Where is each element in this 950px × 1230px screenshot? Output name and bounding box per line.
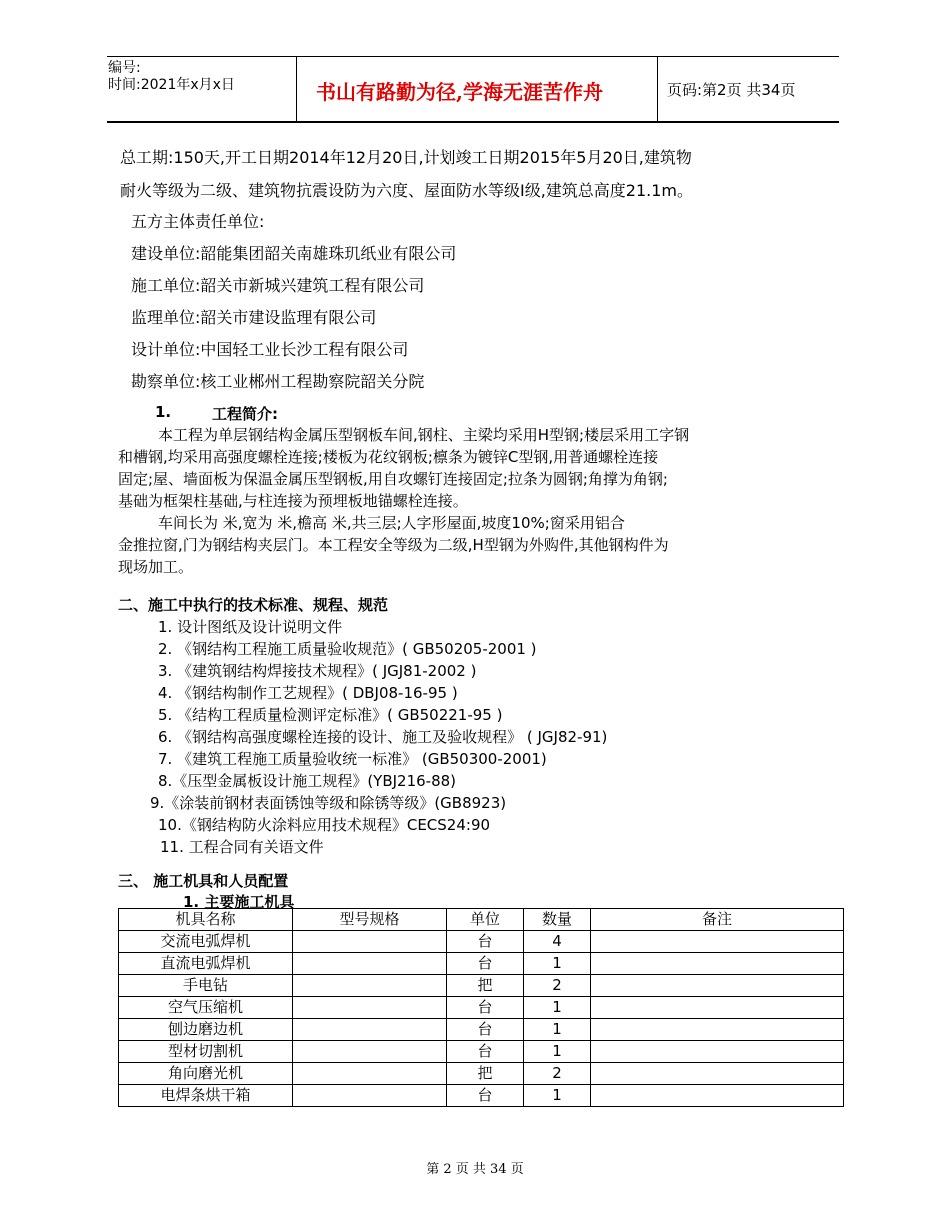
- table-row: [119, 997, 844, 1019]
- table-header-cell: 备注: [591, 909, 844, 931]
- standard-item: 3. 《建筑钢结构焊接技术规程》( JGJ81-2002 ): [158, 662, 477, 680]
- table-cell: [293, 1063, 447, 1085]
- table-cell: 角向磨光机: [119, 1063, 293, 1085]
- standard-item: 9.《涂装前钢材表面锈蚀等级和除锈等级》(GB8923): [150, 794, 507, 812]
- standard-item: 4. 《钢结构制作工艺规程》( DBJ08-16-95 ): [158, 684, 458, 702]
- table-cell: [591, 931, 844, 953]
- overview-line-1: 总工期:150天,开工日期2014年12月20日,计划竣工日期2015年5月20日,建筑物: [120, 148, 692, 167]
- table-cell: 1: [524, 1041, 591, 1063]
- table-cell: 把: [447, 975, 524, 997]
- standard-item: 2. 《钢结构工程施工质量验收规范》( GB50205-2001 ): [158, 640, 537, 658]
- intro-line-4: 基础为框架柱基础,与柱连接为预埋板地锚螺栓连接。: [118, 492, 468, 510]
- table-cell: 4: [524, 931, 591, 953]
- table-cell: 台: [447, 953, 524, 975]
- table-cell: [591, 1041, 844, 1063]
- table-cell: 1: [524, 1019, 591, 1041]
- party-surveyor: 勘察单位:核工业郴州工程勘察院韶关分院: [131, 372, 425, 391]
- table-cell: [293, 975, 447, 997]
- document-number-label: 编号:: [108, 60, 141, 76]
- table-row: [119, 1063, 844, 1085]
- intro2-line-2: 金推拉窗,门为钢结构夹层门。本工程安全等级为二级,H型钢为外购件,其他钢构件为: [118, 536, 669, 554]
- party-construction-owner: 建设单位:韶能集团韶关南雄珠玑纸业有限公司: [131, 244, 457, 263]
- table-cell: 台: [447, 1085, 524, 1107]
- table-header-cell: 型号规格: [293, 909, 447, 931]
- table-cell: 交流电弧焊机: [119, 931, 293, 953]
- table-cell: [591, 997, 844, 1019]
- table-cell: [293, 931, 447, 953]
- tools-table: [118, 908, 844, 1107]
- table-row: [119, 953, 844, 975]
- table-cell: 台: [447, 1019, 524, 1041]
- table-cell: 1: [524, 1085, 591, 1107]
- table-cell: 台: [447, 1041, 524, 1063]
- standard-item: 10.《钢结构防火涂料应用技术规程》CECS24:90: [158, 816, 491, 834]
- section3-subtitle: 1. 主要施工机具: [183, 893, 295, 911]
- section2-title: 二、施工中执行的技术标准、规程、规范: [118, 596, 389, 614]
- table-row: [119, 1019, 844, 1041]
- table-cell: 刨边磨边机: [119, 1019, 293, 1041]
- table-cell: 2: [524, 1063, 591, 1085]
- intro2-line-3: 现场加工。: [118, 558, 194, 576]
- table-row: [119, 931, 844, 953]
- table-header-cell: 数量: [524, 909, 591, 931]
- standard-item: 11. 工程合同有关语文件: [160, 838, 324, 856]
- header-divider-right: [657, 56, 658, 122]
- document-time-label: 时间:2021年x月x日: [108, 77, 235, 93]
- table-cell: [591, 1019, 844, 1041]
- table-cell: 手电钻: [119, 975, 293, 997]
- standard-item: 8.《压型金属板设计施工规程》(YBJ216-88): [158, 772, 457, 790]
- table-cell: 1: [524, 953, 591, 975]
- table-cell: [293, 1019, 447, 1041]
- header-motto: 书山有路勤为径,学海无涯苦作舟: [316, 80, 603, 104]
- party-supervisor: 监理单位:韶关市建设监理有限公司: [131, 308, 377, 327]
- table-header-row: [119, 909, 844, 931]
- standard-item: 1. 设计图纸及设计说明文件: [158, 618, 343, 636]
- table-row: [119, 1085, 844, 1107]
- header-page-number: 页码:第2页 共34页: [667, 81, 796, 99]
- table-cell: 把: [447, 1063, 524, 1085]
- table-cell: 1: [524, 997, 591, 1019]
- table-cell: 台: [447, 997, 524, 1019]
- table-header-cell: 单位: [447, 909, 524, 931]
- table-cell: [591, 1085, 844, 1107]
- header-top-rule: [107, 56, 839, 57]
- section1-title: 工程简介:: [212, 405, 278, 423]
- standard-item: 6. 《钢结构高强度螺栓连接的设计、施工及验收规程》 ( JGJ82-91): [158, 728, 608, 746]
- intro-line-3: 固定;屋、墙面板为保温金属压型钢板,用自攻螺钉连接固定;拉条为圆钢;角撑为角钢;: [118, 470, 668, 488]
- table-cell: [293, 997, 447, 1019]
- table-cell: [293, 1041, 447, 1063]
- table-row: [119, 975, 844, 997]
- table-cell: [293, 953, 447, 975]
- section1-number: 1.: [155, 403, 172, 421]
- parties-title: 五方主体责任单位:: [131, 212, 265, 231]
- table-row: [119, 1041, 844, 1063]
- table-cell: 台: [447, 931, 524, 953]
- party-designer: 设计单位:中国轻工业长沙工程有限公司: [131, 340, 409, 359]
- table-cell: 型材切割机: [119, 1041, 293, 1063]
- table-cell: [591, 953, 844, 975]
- table-cell: [591, 1063, 844, 1085]
- table-header-cell: 机具名称: [119, 909, 293, 931]
- header-bottom-rule: [107, 121, 839, 123]
- table-cell: [293, 1085, 447, 1107]
- intro-line-2: 和槽钢,均采用高强度螺栓连接;楼板为花纹钢板;檩条为镀锌C型钢,用普通螺栓连接: [118, 448, 659, 466]
- standard-item: 7. 《建筑工程施工质量验收统一标准》 (GB50300-2001): [158, 750, 547, 768]
- table-cell: 2: [524, 975, 591, 997]
- party-contractor: 施工单位:韶关市新城兴建筑工程有限公司: [131, 276, 425, 295]
- standard-item: 5. 《结构工程质量检测评定标准》( GB50221-95 ): [158, 706, 503, 724]
- table-cell: [591, 975, 844, 997]
- header-divider-left: [296, 56, 297, 122]
- intro2-line-1: 车间长为 米,宽为 米,檐高 米,共三层;人字形屋面,坡度10%;窗采用铝合: [158, 514, 625, 532]
- intro-line-1: 本工程为单层钢结构金属压型钢板车间,钢柱、主梁均采用H型钢;楼层采用工字钢: [158, 426, 690, 444]
- footer-page-number: 第 2 页 共 34 页: [426, 1162, 524, 1177]
- section3-title: 三、 施工机具和人员配置: [118, 872, 289, 890]
- table-cell: 直流电弧焊机: [119, 953, 293, 975]
- table-cell: 空气压缩机: [119, 997, 293, 1019]
- table-cell: 电焊条烘干箱: [119, 1085, 293, 1107]
- header-meta: [108, 60, 235, 94]
- overview-line-2: 耐火等级为二级、建筑物抗震设防为六度、屋面防水等级Ⅰ级,建筑总高度21.1m。: [120, 181, 694, 200]
